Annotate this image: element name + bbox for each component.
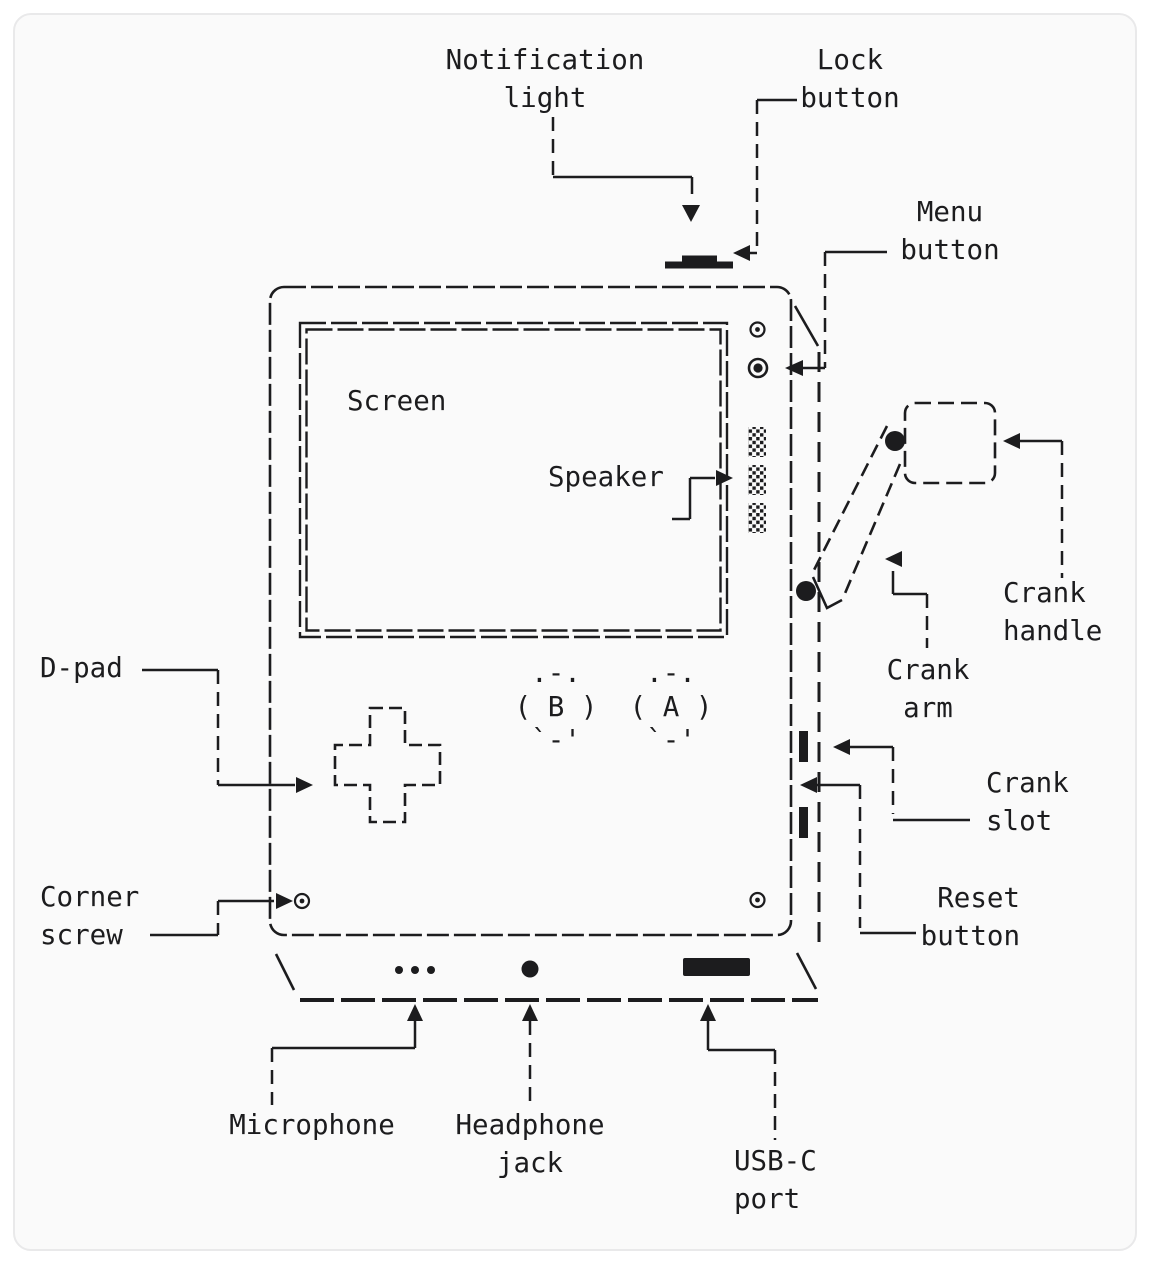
crank-handle-icon — [885, 403, 995, 483]
crank-handle-arrow — [1003, 433, 1020, 449]
crank-arm-icon — [796, 426, 900, 608]
speaker-arrow — [716, 470, 733, 486]
microphone-label: Microphone — [229, 1109, 395, 1141]
leader-crank-handle — [1003, 433, 1062, 578]
leader-crank-slot — [833, 739, 970, 820]
reset-button-label: Reset button — [920, 882, 1020, 952]
dpad-icon — [335, 708, 440, 822]
speaker-grille-icon — [748, 427, 766, 533]
leader-crank-arm — [885, 551, 927, 648]
corner-screw-top-icon — [751, 323, 765, 337]
a-button: .-. ( A ) `-' — [629, 657, 713, 756]
b-button: .-. ( B ) `-' — [514, 657, 598, 756]
leader-dpad — [142, 670, 313, 793]
microphone-icon — [395, 966, 435, 974]
crank-handle-label: Crank handle — [1003, 577, 1103, 647]
menu-button-icon — [749, 359, 767, 377]
leader-usbc-port — [700, 1004, 775, 1140]
headphone-jack-icon — [522, 961, 539, 978]
dpad-arrow — [296, 777, 313, 793]
usbc-port-icon — [683, 958, 750, 976]
leader-notification-light — [553, 117, 700, 222]
crank-arm-arrow — [885, 551, 902, 567]
lock-button-label: Lock button — [800, 44, 900, 114]
speaker-label: Speaker — [548, 461, 664, 493]
headphone-jack-arrow — [522, 1004, 538, 1021]
notification-light-arrow — [682, 205, 700, 222]
corner-screw-bottom-left-icon — [295, 894, 309, 908]
crank-arm-label: Crank arm — [886, 654, 970, 724]
leader-microphone — [272, 1004, 423, 1105]
notification-light-label: Notification light — [445, 44, 645, 114]
corner-screw-bottom-right-icon — [751, 893, 765, 907]
lock-button-icon — [665, 256, 733, 269]
leader-reset-button — [800, 777, 916, 933]
microphone-arrow — [407, 1004, 423, 1021]
usbc-port-label: USB-C port — [734, 1145, 817, 1215]
dpad-label: D-pad — [40, 652, 123, 684]
lock-button-arrow — [733, 245, 750, 261]
leader-speaker — [672, 470, 733, 519]
menu-button-arrow — [785, 360, 803, 376]
leader-headphone-jack — [522, 1004, 538, 1105]
headphone-jack-label: Headphone jack — [455, 1109, 605, 1179]
leader-lock-button — [733, 100, 797, 261]
corner-screw-label: Corner screw — [40, 881, 140, 951]
crank-slot-arrow — [833, 739, 850, 755]
crank-slot-label: Crank slot — [986, 767, 1069, 837]
reset-button-arrow — [800, 777, 817, 793]
corner-screw-arrow — [276, 893, 293, 909]
usbc-port-arrow — [700, 1004, 716, 1021]
screen-label: Screen — [347, 385, 447, 417]
menu-button-label: Menu button — [900, 196, 1000, 266]
